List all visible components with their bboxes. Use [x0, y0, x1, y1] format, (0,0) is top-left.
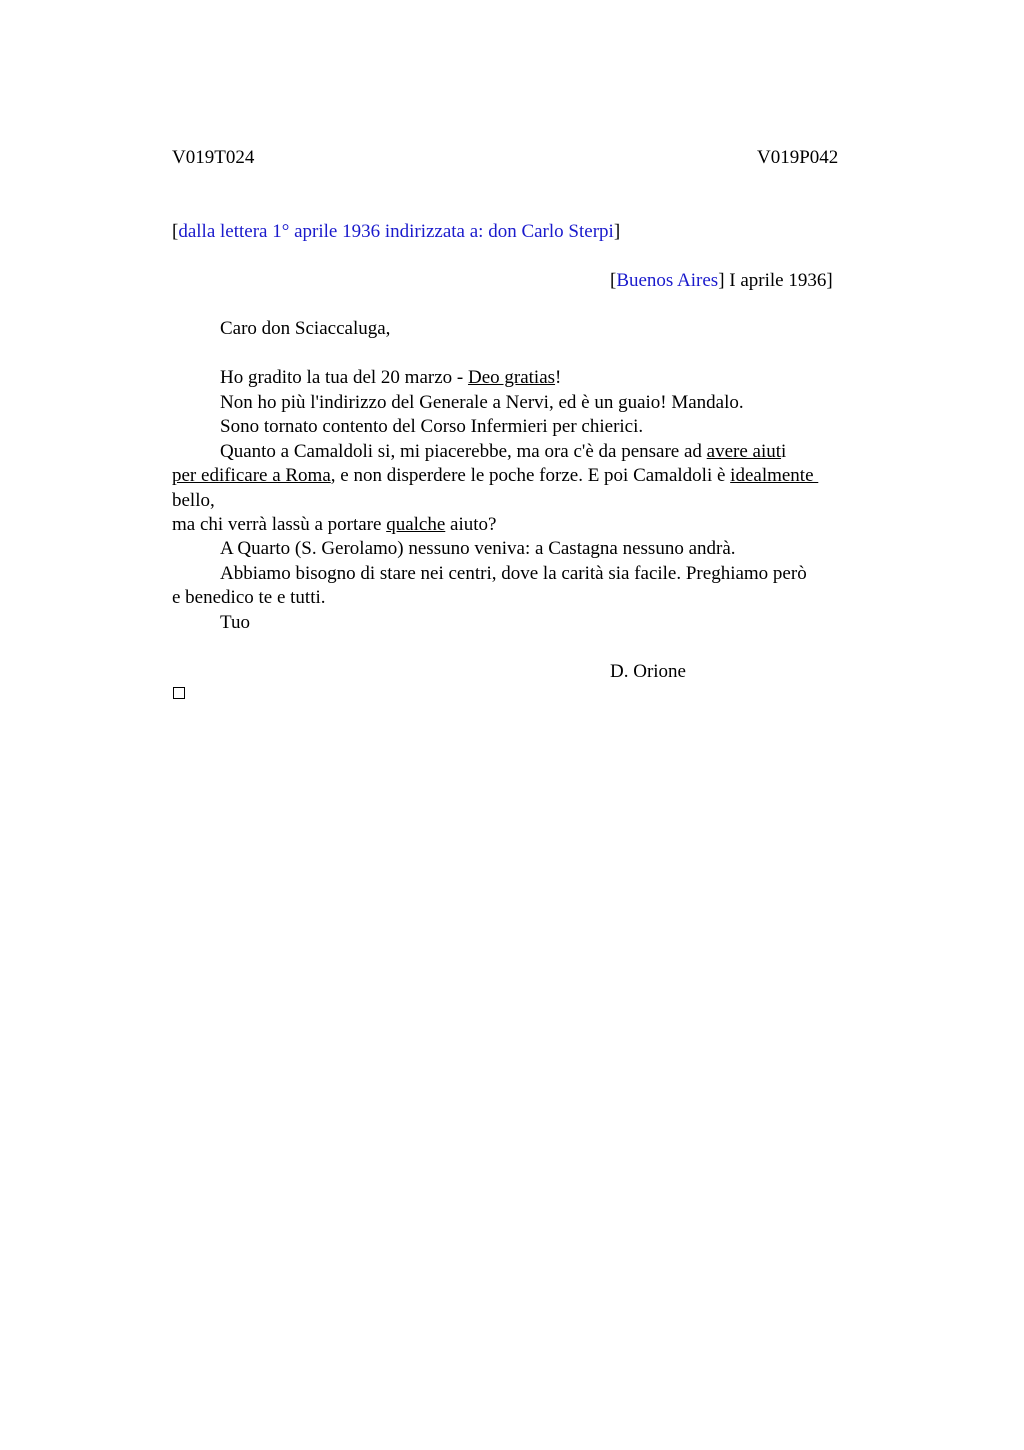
- body-line-4: [220, 440, 786, 464]
- body-line-5-text: , e non disperdere le poche forze. E poi Camaldoli è: [330, 465, 731, 486]
- document-code-right: V019P042: [757, 147, 839, 168]
- body-line-5: [172, 464, 818, 488]
- underlined-phrase: per edificare a Roma: [172, 465, 331, 486]
- body-line-7: [172, 513, 496, 537]
- body-line-3: Sono tornato contento del Corso Infermieri per chierici.: [220, 416, 644, 437]
- closing-word: Tuo: [220, 612, 250, 633]
- checkbox-square-icon: [173, 687, 185, 699]
- body-line-1-text: Ho gradito la tua del 20 marzo -: [220, 367, 468, 388]
- body-line-1: [220, 366, 561, 390]
- body-line-7-text: ma chi verrà lassù a portare: [172, 514, 387, 535]
- underlined-phrase: idealmente: [730, 465, 819, 486]
- underlined-phrase: Deo gratias: [467, 367, 556, 388]
- body-line-7-end: aiuto?: [445, 514, 497, 535]
- place-date: [610, 269, 833, 293]
- body-line-2: Non ho più l'indirizzo del Generale a Nervi, ed è un guaio! Mandalo.: [220, 392, 744, 413]
- source-note-link[interactable]: dalla lettera 1° aprile 1936 indirizzata a: don Carlo Sterpi: [178, 221, 614, 242]
- source-note-close-bracket: ]: [613, 221, 621, 242]
- date-text: ] I aprile 1936]: [718, 270, 833, 291]
- body-line-4-end: i: [781, 441, 787, 462]
- underlined-phrase: avere aiut: [706, 441, 782, 462]
- place-date-open-bracket: [: [610, 270, 617, 291]
- body-line-4-text: Quanto a Camaldoli si, mi piacerebbe, ma ora c'è da pensare ad: [220, 441, 707, 462]
- body-line-1-end: !: [555, 367, 562, 388]
- source-note-open-bracket: [: [172, 221, 179, 242]
- salutation: Caro don Sciaccaluga,: [220, 318, 391, 339]
- body-line-6: bello,: [172, 490, 215, 511]
- underlined-phrase: qualche: [386, 514, 446, 535]
- document-code-left: V019T024: [172, 147, 255, 168]
- body-line-10: e benedico te e tutti.: [172, 587, 326, 608]
- body-line-8: A Quarto (S. Gerolamo) nessuno veniva: a Castagna nessuno andrà.: [220, 538, 736, 559]
- place-link[interactable]: Buenos Aires: [616, 270, 719, 291]
- source-note: [172, 220, 620, 244]
- signature: D. Orione: [610, 661, 686, 682]
- body-line-9: Abbiamo bisogno di stare nei centri, dove la carità sia facile. Preghiamo però: [220, 563, 807, 584]
